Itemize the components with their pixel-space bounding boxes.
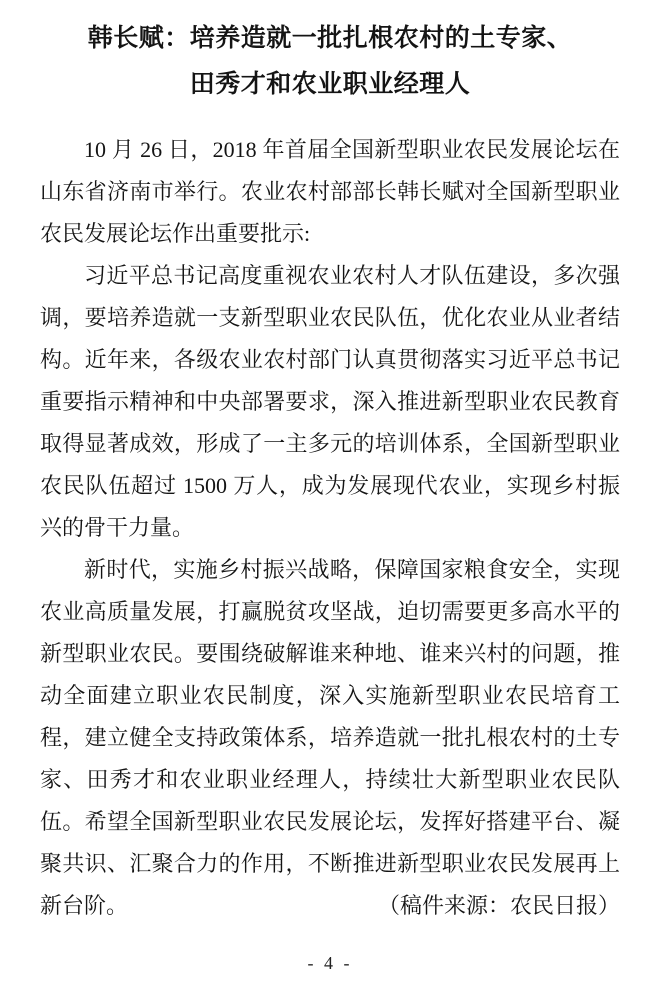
document-title-line-2: 田秀才和农业职业经理人: [189, 71, 471, 98]
paragraph-3: [40, 549, 620, 927]
document-body: [40, 129, 620, 927]
document-title-line-1: 韩长赋：培养造就一批扎根农村的土专家、: [87, 25, 573, 52]
paragraph-1: 10 月 26 日，2018 年首届全国新型职业农民发展论坛在山东省济南市举行。农业农村部部长韩长赋对全国新型职业农民发展论坛作出重要批示:: [40, 137, 620, 246]
paragraph-2: 习近平总书记高度重视农业农村人才队伍建设，多次强调，要培养造就一支新型职业农民队伍，优化农业从业者结构。近年来，各级农业农村部门认真贯彻落实习近平总书记重要指示精神和中央部署要求，深入推进新型职业农民教育取得显著成效，形成了一主多元的培训体系，全国新型职业农民队伍超过 1500 万人，成为发展现代农业，实现乡村振兴的骨干力量。: [40, 263, 620, 540]
paragraph-3-text: 新时代，实施乡村振兴战略，保障国家粮食安全，实现农业高质量发展，打赢脱贫攻坚战，迫切需要更多高水平的新型职业农民。要围绕破解谁来种地、谁来兴村的问题，推动全面建立职业农民制度，深入实施新型职业农民培育工程，建立健全支持政策体系，培养造就一批扎根农村的土专家、田秀才和农业职业经理人，持续壮大新型职业农民队伍。希望全国新型职业农民发展论坛，发挥好搭建平台、凝聚共识、汇聚合力的作用，不断推进新型职业农民发展再上新台阶。: [40, 557, 620, 918]
document-title: [40, 16, 620, 108]
source-attribution: （稿件来源：农民日报）: [377, 893, 620, 918]
page-number: - 4 -: [307, 953, 353, 973]
